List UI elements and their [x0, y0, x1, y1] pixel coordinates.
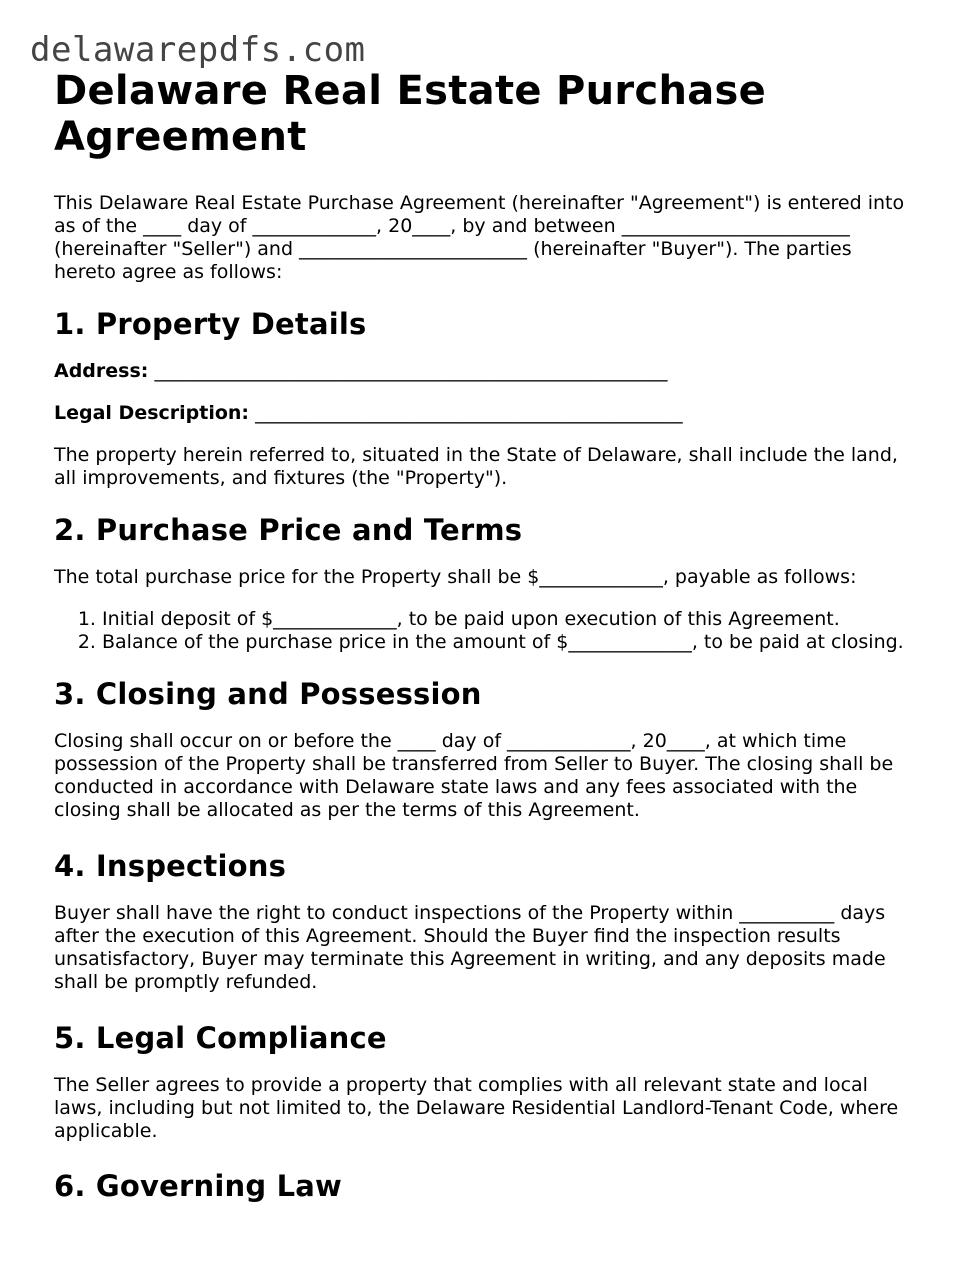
closing-line: Closing shall occur on or before the ____ day of _____________, 20____, at which time	[54, 730, 847, 752]
property-line: all improvements, and fixtures (the "Property").	[54, 467, 508, 489]
closing-line: conducted in accordance with Delaware state laws and any fees associated with the	[54, 776, 858, 798]
closing-line: possession of the Property shall be transferred from Seller to Buyer. The closing shall be	[54, 753, 894, 775]
list-item: 2. Balance of the purchase price in the amount of $_____________, to be paid at closing.	[102, 631, 934, 654]
section-heading-legal-compliance: 5. Legal Compliance	[54, 1021, 387, 1055]
address-label: Address:	[54, 360, 149, 382]
legal-description-field	[54, 402, 934, 425]
compliance-line: The Seller agrees to provide a property that complies with all relevant state and local	[54, 1074, 868, 1096]
document-page	[54, 68, 934, 1203]
address-blank: ______________________________________________________	[154, 360, 668, 382]
inspections-line: after the execution of this Agreement. Should the Buyer find the inspection results	[54, 925, 841, 947]
closing-paragraph	[54, 730, 934, 822]
section-heading-inspections: 4. Inspections	[54, 849, 287, 883]
compliance-paragraph	[54, 1074, 934, 1143]
title-line-1: Delaware Real Estate Purchase	[54, 68, 767, 114]
intro-line: as of the ____ day of _____________, 20____, by and between ________________________	[54, 215, 850, 237]
section-heading-property-details: 1. Property Details	[54, 307, 367, 341]
section-heading-purchase-price: 2. Purchase Price and Terms	[54, 513, 523, 547]
property-paragraph	[54, 444, 934, 490]
inspections-line: unsatisfactory, Buyer may terminate this Agreement in writing, and any deposits made	[54, 948, 886, 970]
compliance-line: laws, including but not limited to, the Delaware Residential Landlord-Tenant Code, where	[54, 1097, 899, 1119]
section-heading-closing: 3. Closing and Possession	[54, 677, 482, 711]
legal-description-blank: _____________________________________________	[255, 402, 683, 424]
intro-line: hereto agree as follows:	[54, 261, 283, 283]
section-heading-governing-law: 6. Governing Law	[54, 1169, 343, 1203]
title-line-2: Agreement	[54, 114, 307, 160]
property-line: The property herein referred to, situated in the State of Delaware, shall include the land,	[54, 444, 898, 466]
payment-terms-list	[54, 608, 934, 654]
document-title	[54, 68, 934, 160]
intro-line: This Delaware Real Estate Purchase Agreement (hereinafter "Agreement") is entered into	[54, 192, 905, 214]
compliance-line: applicable.	[54, 1120, 158, 1142]
list-item: 1. Initial deposit of $_____________, to be paid upon execution of this Agreement.	[102, 608, 934, 631]
watermark-site-name: delawarepdfs.com	[30, 30, 366, 70]
intro-line: (hereinafter "Seller") and ________________________ (hereinafter "Buyer"). The parties	[54, 238, 852, 260]
intro-paragraph	[54, 192, 934, 284]
purchase-price-paragraph: The total purchase price for the Property shall be $_____________, payable as follows:	[54, 566, 857, 588]
closing-line: closing shall be allocated as per the terms of this Agreement.	[54, 799, 640, 821]
inspections-paragraph	[54, 902, 934, 994]
inspections-line: shall be promptly refunded.	[54, 971, 318, 993]
address-field	[54, 360, 934, 383]
legal-description-label: Legal Description:	[54, 402, 250, 424]
inspections-line: Buyer shall have the right to conduct inspections of the Property within __________ days	[54, 902, 886, 924]
